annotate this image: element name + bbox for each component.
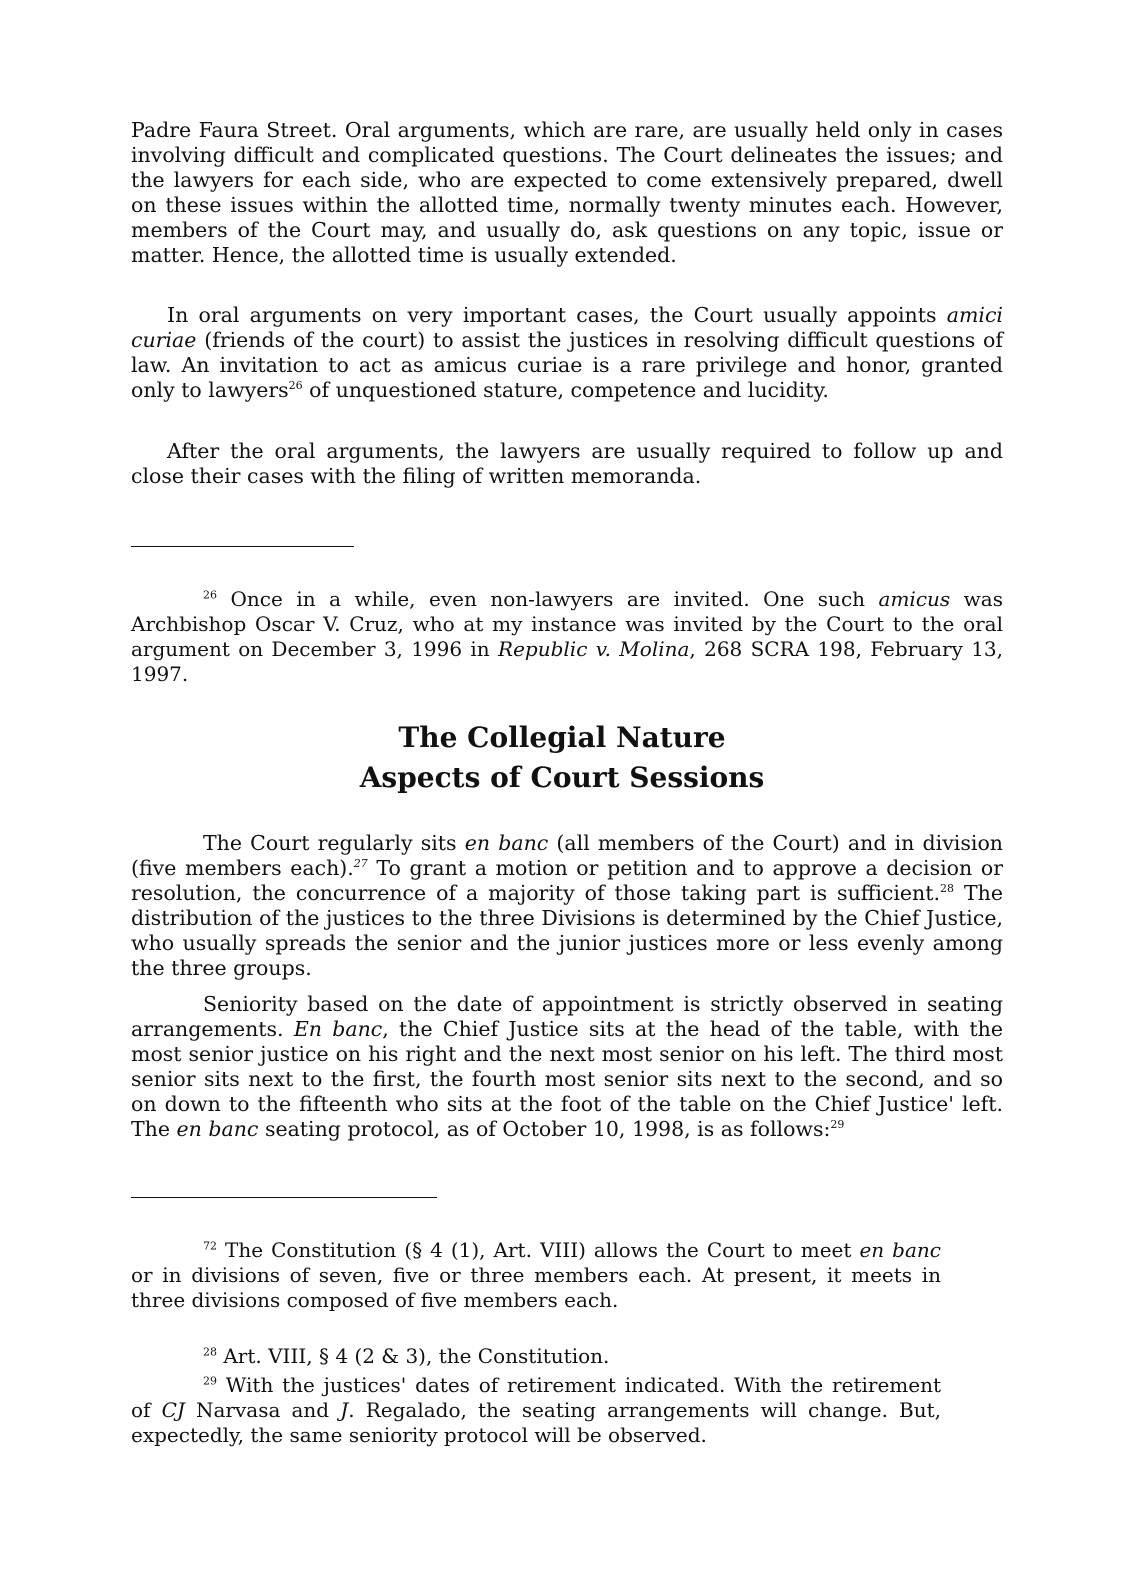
- text-run: To grant a motion or petition and to approve a decision or resolution, the concurrence of a majority of those taking part is sufficient.: [131, 856, 1003, 905]
- footnote-26: [131, 587, 1003, 687]
- text-run: The Court regularly sits: [203, 831, 465, 855]
- text-run: The distribution of the justices to the three Divisions is determined by the Chief Justice, who usually spreads the senior and the junior justices more or less evenly among the three groups.: [131, 881, 1003, 980]
- paragraph-en-banc-divisions: [131, 831, 1003, 981]
- text-run: The Constitution (§ 4 (1), Art. VIII) allows the Court to meet: [217, 1238, 860, 1262]
- paragraph-seniority: [131, 992, 1003, 1142]
- footnote-28: [131, 1344, 941, 1369]
- text-run: Once in a while, even non-lawyers are invited. One such: [217, 587, 879, 611]
- footnote-reference: 27: [353, 857, 368, 871]
- text-run: , the Chief Justice sits at the head of the table, with the most senior justice on his right and the next most senior on his left. The third most senior sits next to the first, the fourth most senior sits next to the second, and so on down to the fifteenth who sits at the foot of the table on the Chief Justice' left. The: [131, 1017, 1003, 1141]
- text-run: In oral arguments on very important cases, the Court usually appoints: [167, 303, 947, 327]
- text-run: (all members of the Court) and in division (five members each).: [131, 831, 1003, 880]
- italic-term: en banc: [464, 831, 549, 855]
- text-run: Art. VIII, § 4 (2 & 3), the Constitution.: [217, 1344, 610, 1368]
- footnote-number: 72: [203, 1239, 217, 1253]
- text-run: seating protocol, as of October 10, 1998, is as follows:: [258, 1117, 831, 1141]
- paragraph-memoranda: [131, 439, 1003, 489]
- case-citation: Republic v. Molina: [498, 637, 690, 661]
- italic-term: en banc: [859, 1238, 941, 1262]
- italic-term: J: [340, 1398, 349, 1422]
- footnote-separator: [131, 546, 354, 547]
- heading-line-1: The Collegial Nature: [398, 721, 726, 754]
- italic-term: CJ: [161, 1398, 185, 1422]
- text-run: or in divisions of seven, five or three members each. At present, it meets in three divisions composed of five members each.: [131, 1263, 941, 1312]
- paragraph-amici-curiae: [131, 303, 1003, 403]
- footnote-number: 26: [203, 588, 217, 602]
- text-run: . Regalado, the seating arrangements will change. But, expectedly, the same seniority protocol will be observed.: [131, 1398, 942, 1447]
- footnote-number: 29: [203, 1374, 217, 1388]
- heading-line-2: Aspects of Court Sessions: [359, 761, 765, 794]
- text-run: Narvasa and: [184, 1398, 341, 1422]
- footnote-reference: 28: [940, 882, 955, 896]
- text-run: of unquestioned stature, competence and lucidity.: [302, 378, 829, 402]
- paragraph-oral-arguments: [131, 118, 1003, 268]
- italic-term: amici curiae: [131, 303, 1003, 352]
- paragraph-text: Padre Faura Street. Oral arguments, which are rare, are usually held only in cases involving difficult and complicated questions. The Court delineates the issues; and the lawyers for each side, who are expected to come extensively prepared, dwell on these issues within the allotted time, normally twenty minutes each. However, members of the Court may, and usually do, ask questions on any topic, issue or matter. Hence, the allotted time is usually extended.: [131, 118, 1003, 267]
- text-run: , 268 SCRA 198, February 13, 1997.: [131, 637, 1003, 686]
- footnote-27: [131, 1238, 941, 1313]
- text-run: was Archbishop Oscar V. Cruz, who at my instance was invited by the Court to the oral argument on December 3, 1996 in: [131, 587, 1003, 661]
- text-run: (friends of the court) to assist the justices in resolving difficult questions of law. An invitation to act as amicus curiae is a rare privilege and honor, granted only to lawyers: [131, 328, 1003, 402]
- italic-term: en banc: [176, 1117, 259, 1141]
- footnote-separator: [131, 1197, 437, 1198]
- footnote-number: 28: [203, 1345, 217, 1359]
- text-run: With the justices' dates of retirement indicated. With the retirement of: [131, 1373, 941, 1422]
- italic-term: amicus: [878, 587, 951, 611]
- section-heading: [0, 718, 1124, 798]
- text-run: Seniority based on the date of appointment is strictly observed in seating arrangements.: [131, 992, 1003, 1041]
- text-run: After the oral arguments, the lawyers are usually required to follow up and close their cases with the filing of written memoranda.: [131, 439, 1003, 488]
- footnote-reference: 29: [830, 1118, 845, 1132]
- footnote-reference: 26: [288, 379, 303, 393]
- italic-term: En banc: [293, 1017, 383, 1041]
- footnote-29: [131, 1373, 941, 1448]
